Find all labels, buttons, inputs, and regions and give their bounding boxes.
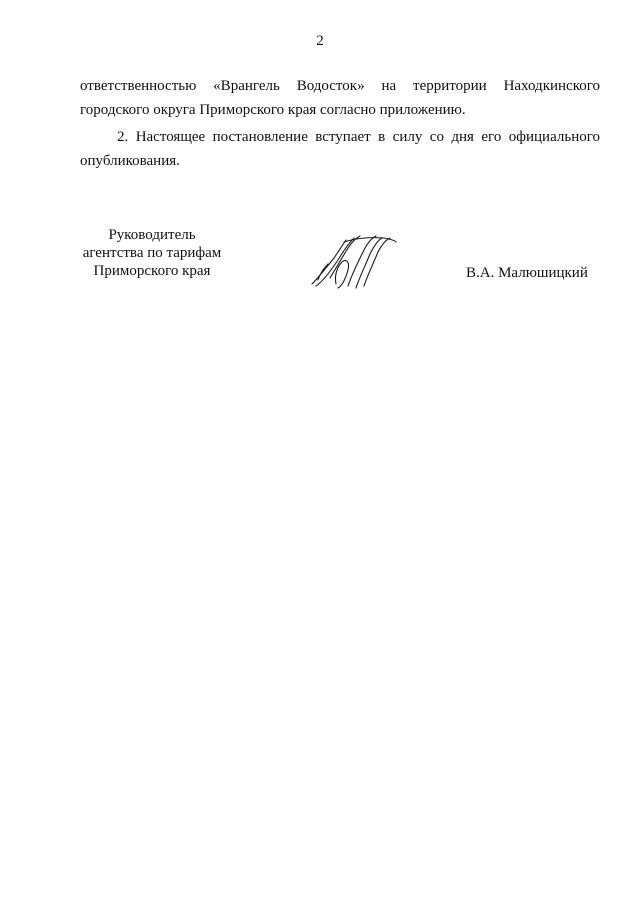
paragraph-2-line-1: 2. Настоящее постановление вступает в силу со дня его официального — [117, 129, 600, 145]
signatory-position-line-2: агентства по тарифам — [82, 245, 222, 261]
signatory-position — [72, 226, 232, 280]
page-number: 2 — [316, 33, 324, 49]
paragraph-1-line-1: ответственностью «Врангель Водосток» на территории Находкинского — [80, 78, 600, 94]
handwritten-signature — [308, 228, 404, 294]
paragraph-1 — [80, 74, 600, 122]
paragraph-1-line-2: городского округа Приморского края согласно приложению. — [80, 102, 466, 118]
signer-name: В.А. Малюшицкий — [466, 265, 588, 281]
paragraph-2-line-2: опубликования. — [80, 153, 180, 169]
paragraph-2 — [80, 125, 600, 173]
signatory-position-line-3: Приморского края — [93, 263, 211, 279]
signatory-position-line-1: Руководитель — [108, 227, 196, 243]
